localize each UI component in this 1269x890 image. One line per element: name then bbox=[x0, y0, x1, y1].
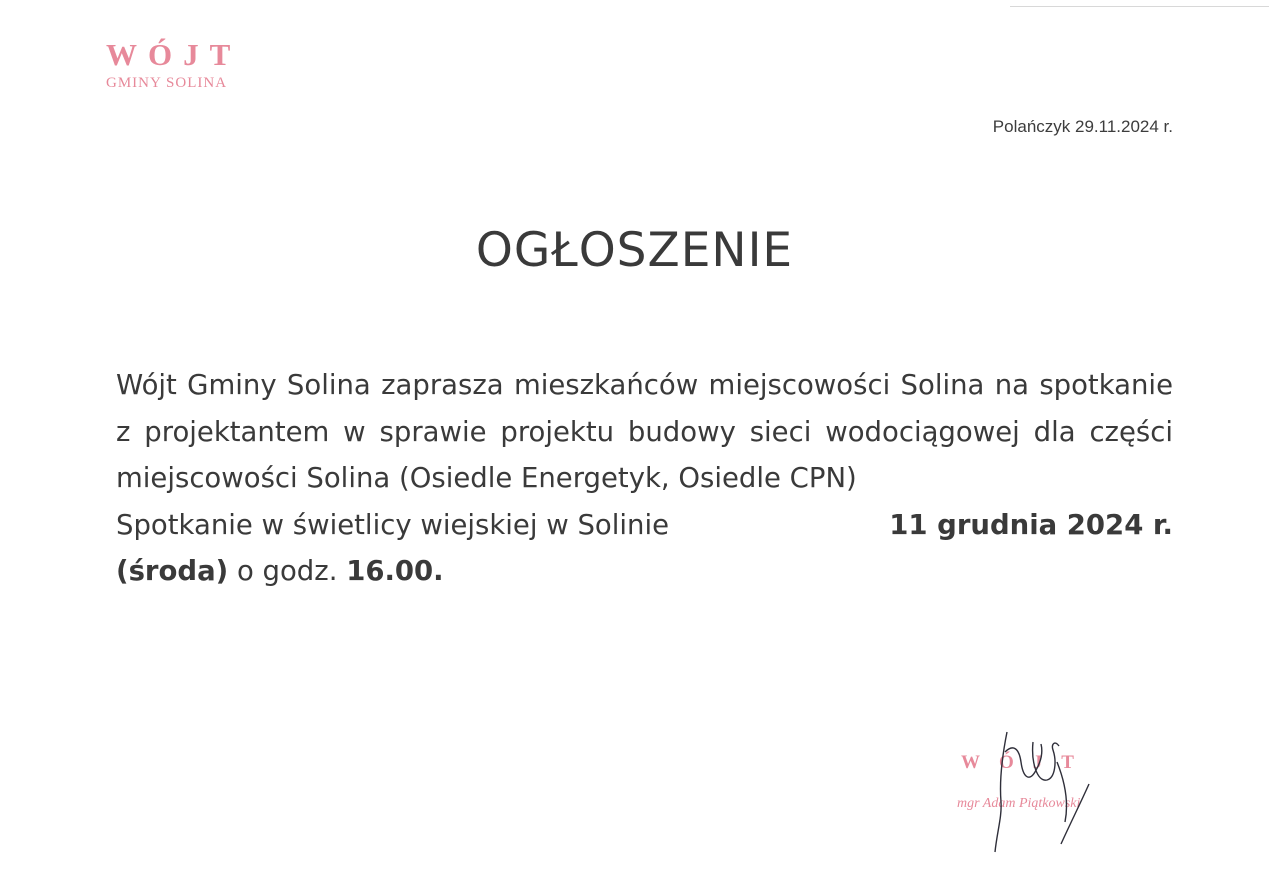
scan-edge-line bbox=[1010, 6, 1269, 7]
invitation-paragraph: Wójt Gminy Solina zaprasza mieszkańców miejscowości Solina na spotkanie z projektantem w sprawie projektu budowy sieci wodociągowej dla części miejscowości Solina (Osiedle Energetyk, Osiedle CPN) bbox=[116, 369, 1173, 494]
meeting-location: Spotkanie w świetlicy wiejskiej w Solinie bbox=[116, 508, 670, 541]
meeting-weekday: (środa) bbox=[116, 555, 229, 587]
place-date: Polańczyk 29.11.2024 r. bbox=[992, 117, 1173, 136]
signature-block bbox=[955, 722, 1155, 862]
time-prefix: o godz. bbox=[236, 555, 338, 587]
letterhead-office: WÓJT bbox=[106, 37, 242, 72]
signature-stamp-office: WÓJT bbox=[961, 752, 1093, 773]
signature-stamp-name: mgr Adam Piątkowski bbox=[957, 796, 1081, 811]
announcement-body bbox=[116, 362, 1173, 595]
letterhead-stamp bbox=[106, 38, 276, 92]
document-title: OGŁOSZENIE bbox=[475, 223, 794, 278]
meeting-date: 11 grudnia 2024 r. bbox=[889, 508, 1173, 541]
meeting-line bbox=[116, 502, 1173, 549]
letterhead-municipality: GMINY SOLINA bbox=[106, 75, 228, 91]
meeting-time-line bbox=[116, 548, 1173, 595]
handwritten-signature bbox=[985, 722, 1105, 862]
meeting-time: 16.00. bbox=[346, 555, 444, 587]
